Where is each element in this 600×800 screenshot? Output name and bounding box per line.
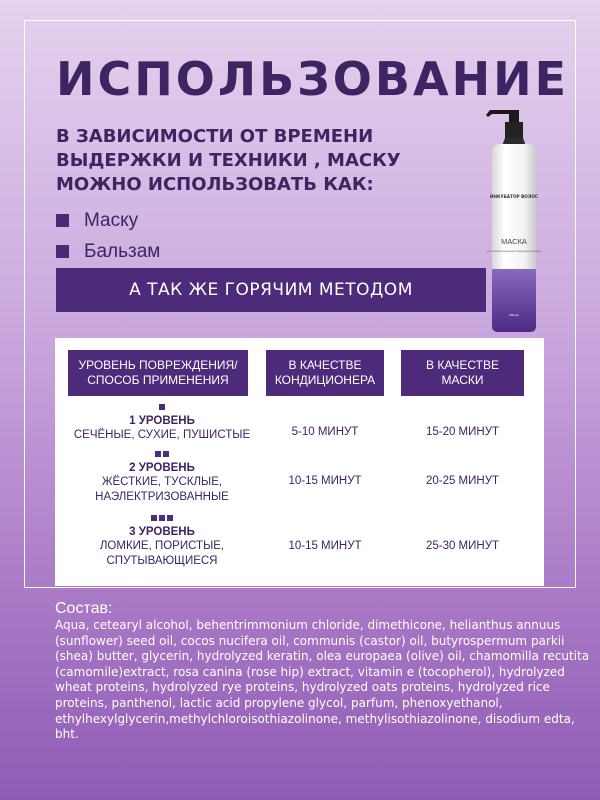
level-name: 2 УРОВЕНЬ [129,462,195,474]
level-name: 1 УРОВЕНЬ [129,415,195,427]
usage-label: Маску [84,209,139,231]
usage-list [56,205,160,267]
level-squares-icon [55,404,269,412]
level-name: 3 УРОВЕНЬ [129,526,195,538]
level-description: ЖЁСТКИЕ, ТУСКЛЫЕ, НАЭЛЕКТРИЗОВАННЫЕ [95,476,229,503]
usage-item-balm [56,236,160,267]
product-desc: для профессионального кондиционирования [486,250,542,253]
table-header-mask: В КАЧЕСТВЕ МАСКИ [401,350,524,396]
banner-text: А ТАК ЖЕ ГОРЯЧИМ МЕТОДОМ [129,280,413,300]
conditioner-time: 10-15 МИНУТ [288,540,362,552]
table-row [55,515,544,575]
mask-time: 15-20 МИНУТ [425,426,500,438]
page-title: ИСПОЛЬЗОВАНИЕ [56,52,569,106]
table-row [55,451,544,511]
mask-time: 20-25 МИНУТ [425,475,500,487]
composition-title: Состав: [55,600,113,617]
page-subtitle: В ЗАВИСИМОСТИ ОТ ВРЕМЕНИ ВЫДЕРЖКИ И ТЕХНИКИ , МАСКУ МОЖНО ИСПОЛЬЗОВАТЬ КАК: [56,126,401,195]
square-bullet-icon [56,214,69,227]
product-brand: ИНКУБАТОР ВОЛОС [490,194,538,199]
hot-method-banner [56,268,486,312]
table-header-damage-level: УРОВЕНЬ ПОВРЕЖДЕНИЯ/ СПОСОБ ПРИМЕНЕНИЯ [68,350,248,396]
composition-text: Aqua, cetearyl alcohol, behentrimmonium chloride, dimethicone, helianthus annuus (sunflower) seed oil, cocos nucifera oil, communis (castor) oil, butyrospermum parkii (shea) butter, glycerin, hydrolyzed keratin, olea europaea (olive) oil, chamomilla recutita (camomile)extract, rosa canina (rose hip) extract, vitamin e (tocopherol), hydrolyzed wheat proteins, hydrolyzed rye proteins, hydrolyzed oats proteins, hydrolyzed rice proteins, panthenol, lactic acid propylene glycol, parfum, phenoxyethanol, ethylhexylglycerin,methylchloroisothiazolinone, methylisothiazolinone, disodium edta, bht. [55,618,590,742]
square-bullet-icon [56,245,69,258]
usage-label: Бальзам [84,240,161,262]
product-bottle-image [478,104,560,336]
usage-item-mask [56,205,160,236]
application-table [55,338,544,586]
level-description: ЛОМКИЕ, ПОРИСТЫЕ, СПУТЫВАЮЩИЕСЯ [99,540,225,567]
conditioner-time: 5-10 МИНУТ [291,426,359,438]
level-squares-icon [55,515,269,523]
level-description: СЕЧЁНЫЕ, СУХИЕ, ПУШИСТЫЕ [73,429,251,441]
conditioner-time: 10-15 МИНУТ [288,475,362,487]
product-name: МАСКА [501,237,527,246]
level-squares-icon [55,451,269,459]
mask-time: 25-30 МИНУТ [425,540,500,552]
table-header-conditioner: В КАЧЕСТВЕ КОНДИЦИОНЕРА [266,350,384,396]
product-volume: 250 мл [509,313,519,317]
